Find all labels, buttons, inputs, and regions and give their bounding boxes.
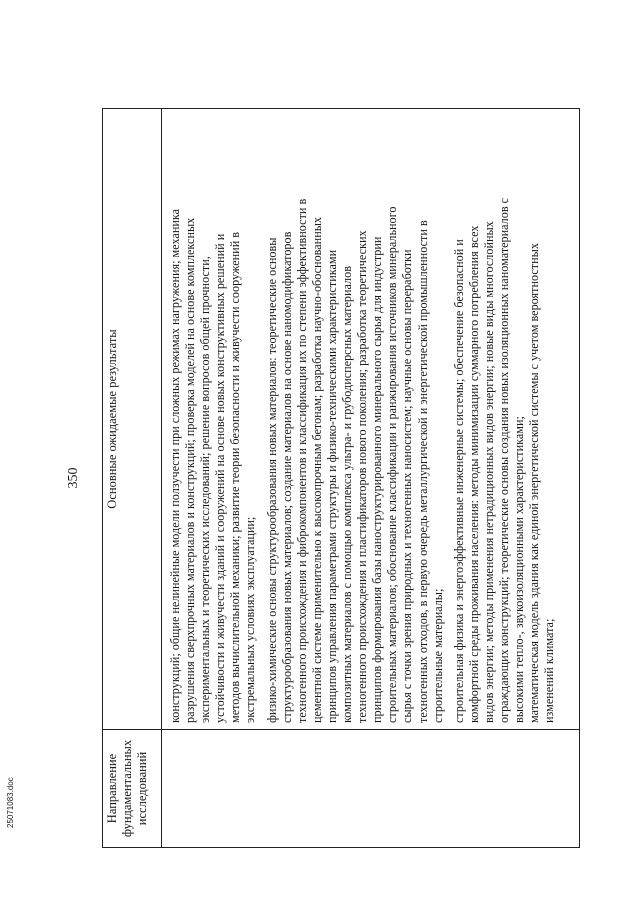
result-line: конструкций; общие нелинейные модели ползучести при сложных режимах нагружения; механика — [168, 208, 182, 723]
result-line: экстремальных условиях эксплуатации; — [243, 516, 258, 723]
result-line: композитных материалов с помощью комплекса ультра- и грубодисперсных материалов — [340, 266, 355, 723]
doc-filename: 25071083.doc — [6, 777, 15, 828]
result-line: техногенных отходов, в первую очередь металлургической и энергетической промышленности в — [415, 220, 430, 723]
page-number: 350 — [66, 467, 81, 489]
result-line: разрушения сверхпрочных материалов и конструкций; проверка моделей на основе комплексных — [183, 217, 198, 723]
result-line: изменений климата; — [542, 618, 557, 723]
result-paragraph — [452, 113, 558, 723]
header-results: Основные ожидаемые результаты — [103, 109, 162, 730]
result-line: принципов формирования базы наноструктурированного минерального сырья для индустрии — [370, 236, 385, 723]
result-line: методов вычислительной механики; развитие теории безопасности и живучести сооружений в — [228, 231, 243, 723]
header-direction: Направление фундаментальных исследований — [103, 730, 162, 848]
research-table — [102, 108, 580, 848]
result-line: цементной системе применительно к высокопрочным бетонам; разработка научно-обоснованных — [309, 217, 324, 723]
result-line: строительные материалы; — [430, 588, 445, 723]
table-header-row — [103, 109, 162, 848]
result-line: экспериментальных и теоретических исследований; решение вопросов общей прочности, — [198, 256, 213, 723]
result-paragraph — [168, 113, 259, 723]
result-line: принципов управления параметрами структуры и физико-техническими характеристиками — [324, 249, 339, 723]
direction-cell — [162, 730, 580, 848]
result-paragraph — [265, 113, 446, 723]
result-line: техногенного происхождения и фиброкомпонентов и классификация их по степени эффективности в — [294, 198, 309, 723]
result-line: строительных материалов; обоснование классификации и ранжирования источников минерального — [385, 206, 400, 723]
results-paragraphs — [168, 113, 557, 723]
result-line: техногенного происхождения и пластификаторов нового поколения; разработка теоретических — [355, 230, 370, 723]
result-line: структурообразования новых материалов; создание материалов на основе наномодификаторов — [279, 231, 294, 723]
result-line: сырья с точки зрения природных и техногенных наносистем; научные основы переработки — [400, 249, 415, 723]
table-row — [162, 109, 580, 848]
result-line: ограждающих конструкций; теоретические основы создания новых изоляционных наноматериалов с — [496, 197, 511, 723]
result-line: физико-химические основы структурообразования новых материалов: теоретические основы — [264, 237, 279, 723]
result-line: высокими тепло-, звукоизоляционными характеристиками; — [512, 416, 527, 723]
result-line: устойчивости и живучести зданий и сооружений на основе новых конструктивных решений и — [213, 233, 228, 723]
rotated-page — [60, 108, 580, 848]
result-line: комфортной среды проживания населения: методы минимизации суммарного потребления всех — [466, 225, 481, 723]
result-line: видов энергии; методы применения нетрадиционных видов энергии; новые виды многослойных — [481, 221, 496, 723]
result-line: математическая модель здания как единой энергетической системы с учетом вероятностных — [527, 243, 542, 723]
results-cell — [162, 109, 580, 730]
result-line: строительная физика и энергоэффективные инженерные системы; обеспечение безопасной и — [451, 239, 466, 723]
